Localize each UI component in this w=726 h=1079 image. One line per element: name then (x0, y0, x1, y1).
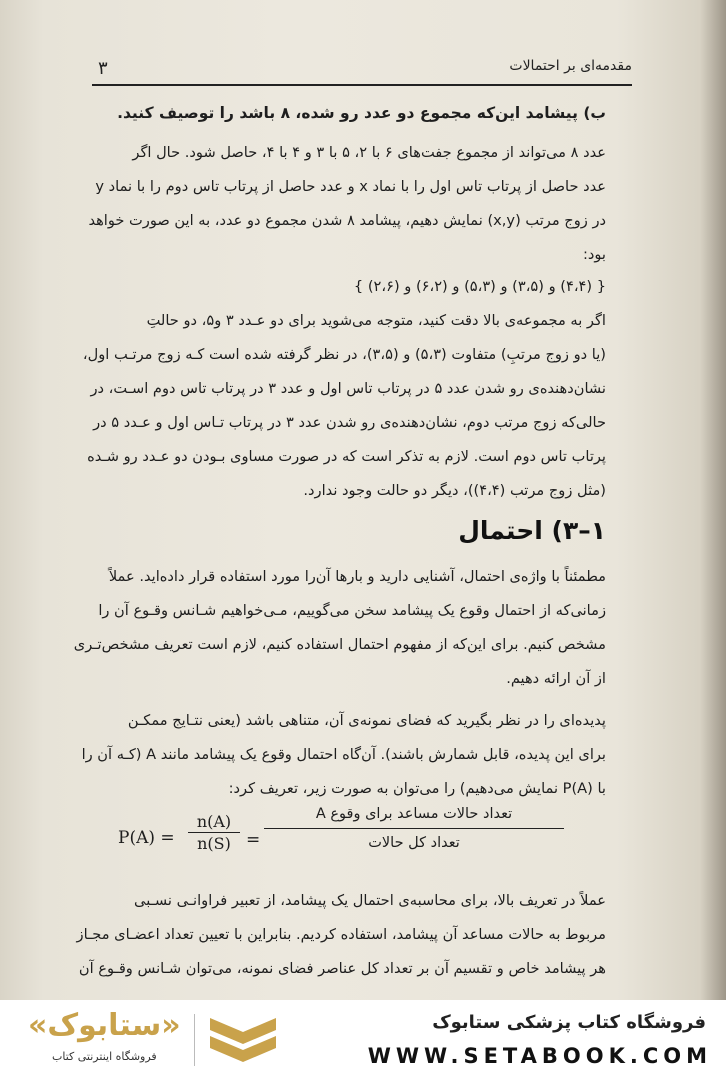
text-line: زمانی‌که از احتمال وقوع یک پیشامد سخن می‌گوییم، مـی‌خواهیم شـانس وقـوع آن را (98, 602, 606, 619)
section-title: ۱–۳) احتمال (458, 516, 606, 545)
paragraph-2 (82, 304, 606, 508)
sub-heading-text: ب) پیشامد این‌که مجموع دو عدد رو شده، ۸ باشد را توصیف کنید. (117, 104, 606, 122)
formula-text-numerator: تعداد حالات مساعد برای وقوع A (264, 806, 564, 829)
set-notation (92, 270, 606, 304)
store-name: فروشگاه کتاب پزشکی ستابوک (432, 1012, 706, 1033)
text-line: عملاً در تعریف بالا، برای محاسبه‌ی احتمال یک پیشامد، از تعبیر فراوانـی نسـبی (134, 892, 606, 909)
chevron-logo-icon (208, 1014, 278, 1068)
probability-formula (118, 806, 558, 876)
text-line: برای این پدیده، قابل شمارش باشند). آن‌گاه احتمال وقوع یک پیشامد مانند A (کـه آن را (81, 746, 606, 763)
paragraph-1 (88, 136, 606, 272)
text-line: از آن ارائه دهیم. (506, 670, 606, 687)
text-line: پرتاب تاس دوم است. لازم به تذکر است که در صورت مساوی بـودن دو عـدد رو شـده (87, 448, 606, 465)
store-url-link[interactable]: WWW.SETABOOK.COM (367, 1044, 712, 1068)
formula-numerator: n(A) (188, 812, 240, 833)
text-line: عدد حاصل از پرتاب تاس اول را با نماد x و عدد حاصل از پرتاب تاس دوم را با نماد y (95, 178, 606, 195)
text-line: (مثل زوج مرتب (۴،۴))، دیگر دو حالت وجود ندارد. (303, 482, 606, 499)
text-line: عدد ۸ می‌تواند از مجموع جفت‌های ۶ با ۲، ۵ با ۳ و ۴ با ۴، حاصل شود. حال اگر (132, 144, 606, 161)
page-header (92, 48, 632, 86)
text-line: مطمئناً با واژه‌ی احتمال، آشنایی دارید و بارها آن‌را مورد استفاده قرار داده‌اید. عملاً (108, 568, 606, 585)
paragraph-4 (81, 704, 606, 806)
logo-tagline: فروشگاه اینترنتی کتاب (52, 1050, 157, 1063)
paragraph-5 (76, 884, 606, 986)
set-text: { (۴،۴) و (۳،۵) و (۵،۳) و (۶،۲) و (۲،۶) } (353, 278, 606, 295)
running-head: مقدمه‌ای بر احتمالات (509, 58, 632, 74)
banner-divider (194, 1014, 195, 1066)
formula-text-fraction (264, 806, 564, 851)
store-banner (0, 1000, 726, 1079)
paragraph-3 (73, 560, 606, 696)
text-line: در زوج مرتب (x,y) نمایش دهیم، پیشامد ۸ شدن مجموع دو عدد، به این صورت خواهد (88, 212, 606, 229)
text-line: هر پیشامد خاص و تقسیم آن بر تعداد کل عناصر فضای نمونه، می‌توان شـانس وقـوع آن (78, 960, 606, 977)
text-line: پدیده‌ای را در نظر بگیرید که فضای نمونه‌ی آن، متناهی باشد (یعنی نتـایج ممکـن (127, 712, 606, 729)
text-line: اگر به مجموعه‌ی بالا دقت کنید، متوجه می‌شوید برای دو عـدد ۳ و۵، دو حالتِ (146, 312, 606, 329)
formula-lhs: P(A) = (118, 828, 175, 848)
text-line: با P(A) نمایش می‌دهیم) را می‌توان به صورت زیر، تعریف کرد: (228, 780, 606, 797)
text-line: نشان‌دهنده‌ی رو شدن عدد ۵ در پرتاب تاس اول و عدد ۳ در پرتاب تاس دوم اسـت، در (90, 380, 606, 397)
text-line: مربوط به حالات مساعد آن پیشامد، استفاده کردیم. بنابراین با تعیین تعداد اعضـای مجـاز (76, 926, 606, 943)
formula-equals: = (246, 830, 261, 850)
formula-fraction (188, 812, 240, 853)
text-line: مشخص کنیم. برای این‌که از مفهوم احتمال استفاده کنیم، لازم است تعریف مشخص‌تـری (73, 636, 606, 653)
text-line: (یا دو زوج مرتبِ) متفاوت (۵،۳) و (۳،۵)، در نظر گرفته شده است کـه زوج مرتـب اول، (82, 346, 606, 363)
sub-heading (92, 96, 606, 130)
page-shadow (700, 0, 726, 1000)
logo-wordmark: «ستابوک» (28, 1008, 181, 1043)
formula-denominator: n(S) (197, 834, 231, 853)
text-line: حالی‌که زوج مرتب دوم، نشان‌دهنده‌ی رو شدن عدد ۳ در پرتاب تـاس اول و عـدد ۵ در (93, 414, 606, 431)
page-number: ۳ (98, 58, 108, 79)
formula-text-denominator: تعداد کل حالات (368, 835, 460, 851)
text-line: بود: (582, 246, 606, 263)
